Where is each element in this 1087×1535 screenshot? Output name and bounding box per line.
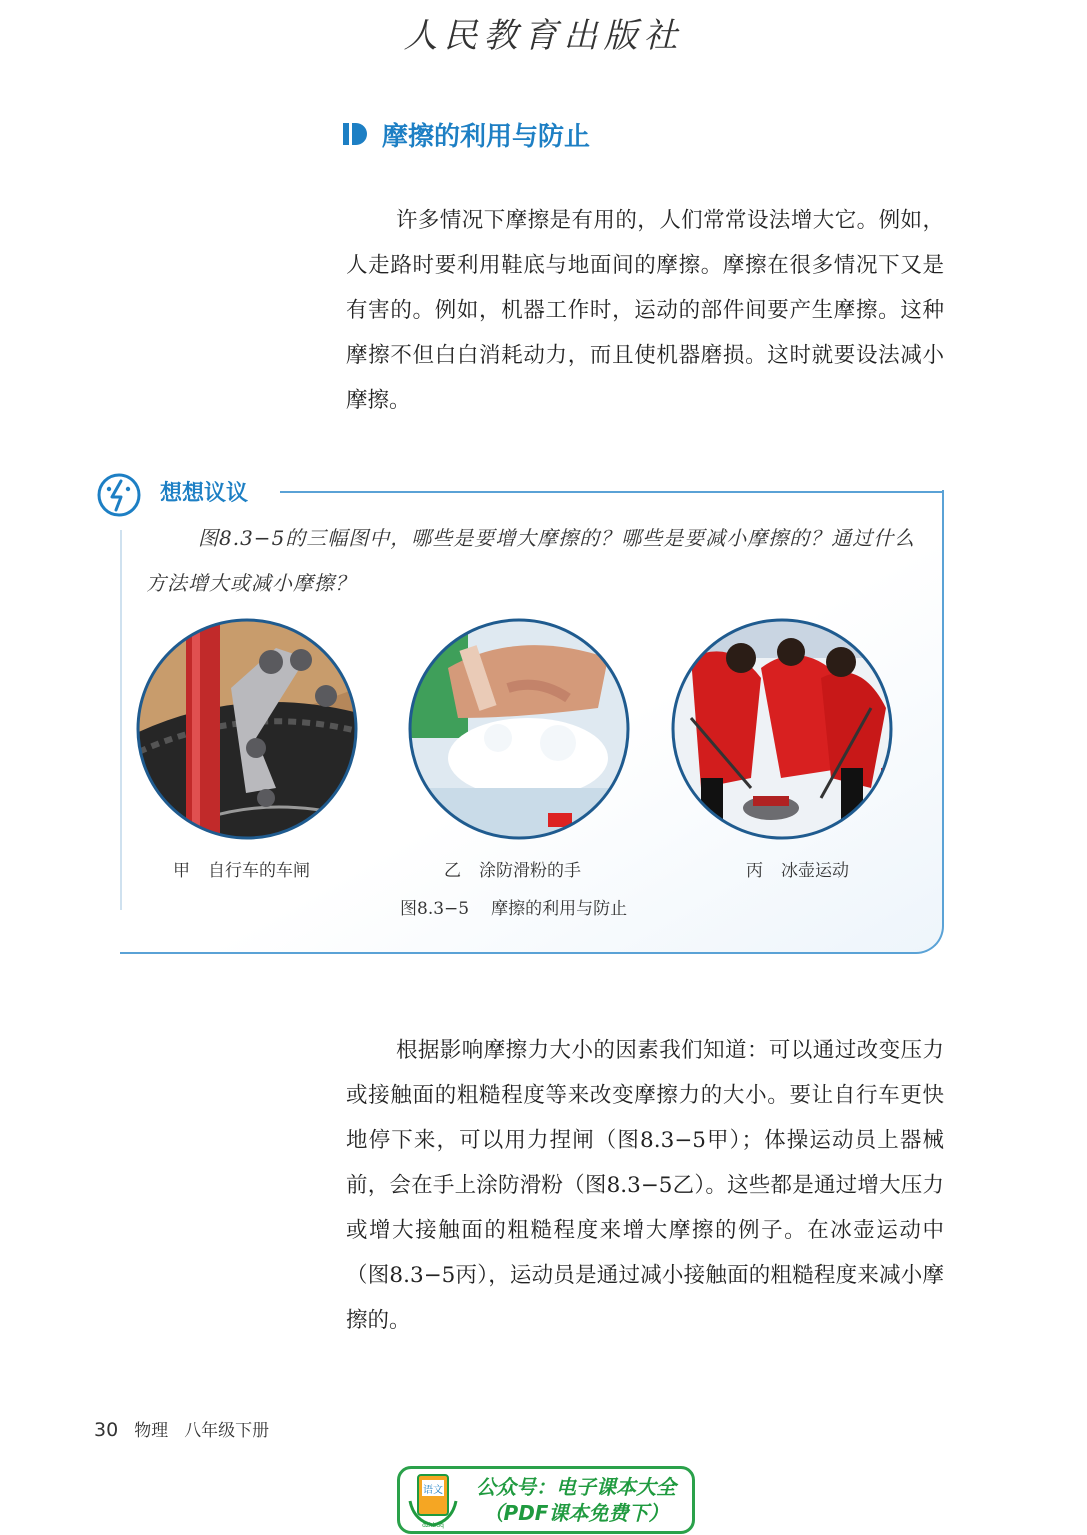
- page-footer: [94, 1416, 269, 1441]
- caption-text: 冰壶运动: [781, 861, 849, 881]
- watermark-text: [460, 1474, 692, 1526]
- figure-caption: [400, 894, 627, 919]
- caption-label: 丙: [746, 861, 763, 881]
- chalk-hands-photo: [408, 618, 630, 840]
- book-icon-caption: dzkbdq: [422, 1522, 444, 1529]
- section-heading: [342, 112, 590, 156]
- discussion-face-icon: [96, 472, 142, 518]
- caption-text: 涂防滑粉的手: [479, 861, 581, 881]
- caption-label: 乙: [444, 861, 461, 881]
- discussion-left-rule: [120, 530, 122, 910]
- curling-photo: [671, 618, 893, 840]
- intro-paragraph: 许多情况下摩擦是有用的，人们常常设法增大它。例如，人走路时要利用鞋底与地面间的摩擦。摩擦在很多情况下又是有害的。例如，机器工作时，运动的部件间要产生摩擦。这种摩擦不但白白消耗动力，而且使机器磨损。这时就要设法减小摩擦。: [346, 208, 944, 413]
- figure-number: 图8.3−5: [400, 899, 470, 919]
- caption-label: 甲: [173, 861, 190, 881]
- page-number: 30: [94, 1419, 119, 1441]
- caption-jia: [173, 856, 310, 881]
- discussion-title: 想想议议: [160, 476, 254, 507]
- watermark-stamp: [397, 1466, 695, 1534]
- watermark-line2: （PDF课本免费下）: [483, 1501, 669, 1525]
- discussion-top-rule: [280, 491, 942, 493]
- discussion-question: 图8.3−5的三幅图中，哪些是要增大摩擦的？哪些是要减小摩擦的？通过什么方法增大或减小摩擦？: [146, 526, 916, 595]
- caption-text: 自行车的车闸: [208, 861, 310, 881]
- watermark-line1: 公众号：电子课本大全: [476, 1475, 676, 1499]
- bicycle-brake-photo: [136, 618, 358, 840]
- book-icon-text: 语文: [423, 1485, 443, 1496]
- explanation-paragraph: 根据影响摩擦力大小的因素我们知道：可以通过改变压力或接触面的粗糙程度等来改变摩擦力的大小。要让自行车更快地停下来，可以用力捏闸（图8.3−5甲）；体操运动员上器械前，会在手上涂防滑粉（图8.3−5乙）。这些都是通过增大压力或增大接触面的粗糙程度来增大摩擦的例子。在冰壶运动中（图8.3−5丙），运动员是通过减小接触面的粗糙程度来减小摩擦的。: [346, 1038, 944, 1333]
- footer-subject: 物理: [134, 1421, 169, 1441]
- book-icon: [406, 1471, 460, 1529]
- section-marker-icon: [342, 121, 368, 147]
- caption-bing: [746, 856, 849, 881]
- publisher-logo: 人民教育出版社: [403, 16, 684, 56]
- figure-title: 摩擦的利用与防止: [491, 899, 628, 919]
- footer-grade: 八年级下册: [184, 1421, 270, 1441]
- caption-yi: [444, 856, 581, 881]
- section-title: 摩擦的利用与防止: [382, 121, 591, 152]
